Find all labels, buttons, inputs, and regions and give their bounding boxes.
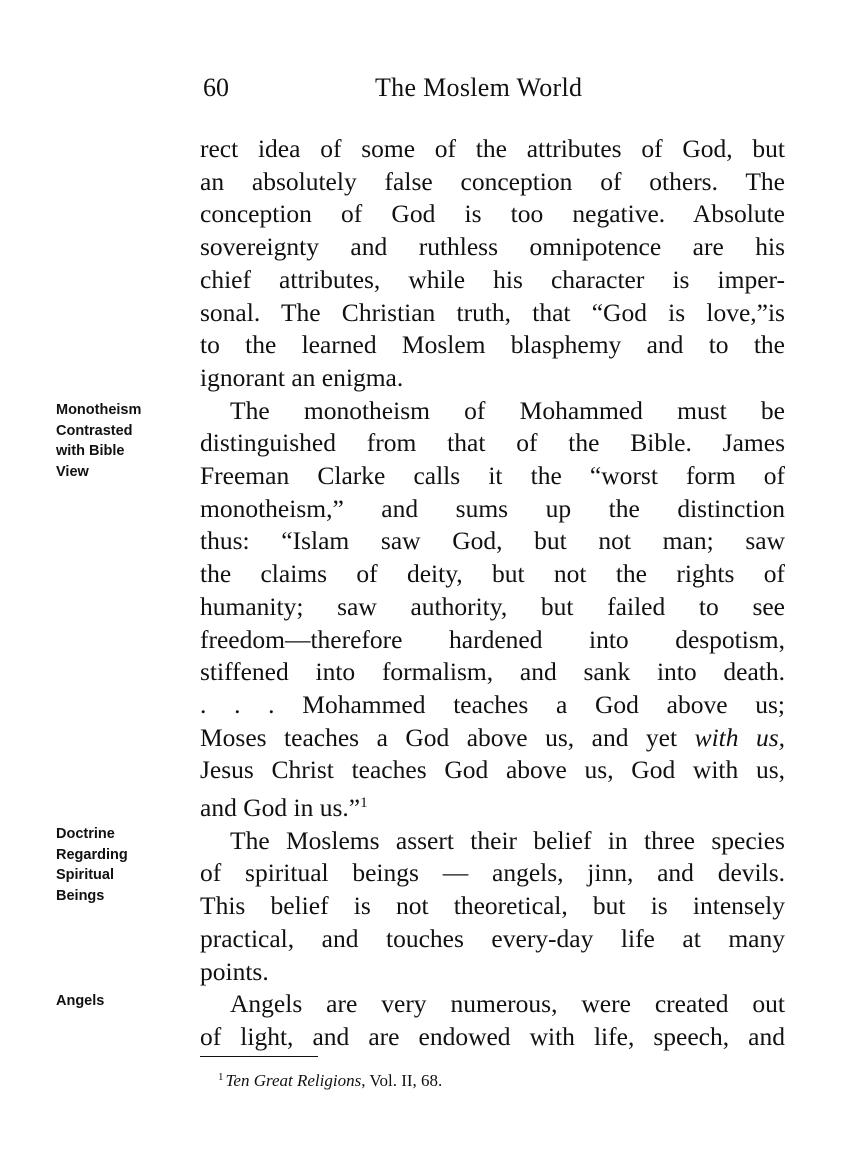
text-line: monotheism,” and sums up the distinction <box>200 493 785 523</box>
footnote <box>218 1066 442 1092</box>
paragraph-1 <box>200 133 785 395</box>
footnote-title: Ten Great Religions <box>225 1071 362 1090</box>
paragraph-4 <box>200 988 785 1053</box>
text-line: ignorant an enigma. <box>200 362 404 392</box>
side-note-line: Angels <box>56 993 105 1009</box>
text-line: to the learned Moslem blasphemy and to the <box>200 330 785 360</box>
text-line <box>200 722 785 755</box>
side-note-line: Contrasted <box>56 422 133 439</box>
text-line: chief attributes, while his character is imper- <box>200 264 785 294</box>
side-note-angels <box>56 991 186 1012</box>
text-line: stiffened into formalism, and sank into death. <box>200 657 785 687</box>
text-line: . . . Mohammed teaches a God above us; <box>200 689 785 719</box>
side-note-line: Monotheism <box>56 402 142 418</box>
page-number: 60 <box>203 73 229 102</box>
side-note-line: Doctrine <box>56 826 115 842</box>
emphasis-text: with us, <box>694 722 786 752</box>
side-note-monotheism <box>56 400 186 482</box>
text-line: an absolutely false conception of others. The <box>200 166 785 196</box>
text-line: distinguished from that of the Bible. James <box>200 428 785 458</box>
text-line: sovereignty and ruthless omnipotence are his <box>200 232 785 262</box>
text-line: of light, and are endowed with life, speech, and <box>200 1021 785 1051</box>
side-note-line: with Bible <box>56 443 125 459</box>
text-line: points. <box>200 956 269 986</box>
footnote-reference: 1 <box>360 795 368 812</box>
text-line: practical, and touches every-day life at many <box>200 923 785 953</box>
text-line: of spiritual beings — angels, jinn, and devils. <box>200 858 785 888</box>
paragraph-3 <box>200 825 785 989</box>
footnote-rule <box>200 1056 318 1057</box>
running-title: The Moslem World <box>375 73 583 102</box>
text-line: Angels are very numerous, were created out <box>230 989 785 1019</box>
text-line: conception of God is too negative. Absolute <box>200 199 785 229</box>
text-line: rect idea of some of the attributes of God, but <box>200 134 785 163</box>
text-line: sonal. The Christian truth, that “God is love,”is <box>200 297 785 327</box>
text-line: The monotheism of Mohammed must be <box>230 395 785 425</box>
text-line: Freeman Clarke calls it the “worst form of <box>200 461 785 491</box>
page-header <box>200 70 790 110</box>
body-text <box>200 133 785 1054</box>
footnote-text: , Vol. II, 68. <box>361 1071 443 1090</box>
text-line <box>200 787 785 825</box>
text-line: Jesus Christ teaches God above us, God with us, <box>200 755 785 785</box>
side-note-line: Regarding <box>56 846 128 863</box>
side-note-doctrine <box>56 824 186 906</box>
text-line: humanity; saw authority, but failed to see <box>200 591 785 621</box>
text-line: freedom—therefore hardened into despotism, <box>200 624 785 654</box>
side-note-line: Spiritual <box>56 867 115 883</box>
footnote-mark: 1 <box>218 1071 224 1083</box>
side-note-line: Beings <box>56 887 105 904</box>
side-note-line: View <box>56 463 89 480</box>
text-line: thus: “Islam saw God, but not man; saw <box>200 526 785 556</box>
text-line: The Moslems assert their belief in three species <box>230 825 785 855</box>
text-segment: Moses teaches a God above us, and yet <box>200 722 678 752</box>
text-line: the claims of deity, but not the rights of <box>200 559 785 589</box>
paragraph-2 <box>200 395 785 825</box>
text-segment: and God in us.” <box>200 793 361 823</box>
text-line: This belief is not theoretical, but is intensely <box>200 891 785 921</box>
